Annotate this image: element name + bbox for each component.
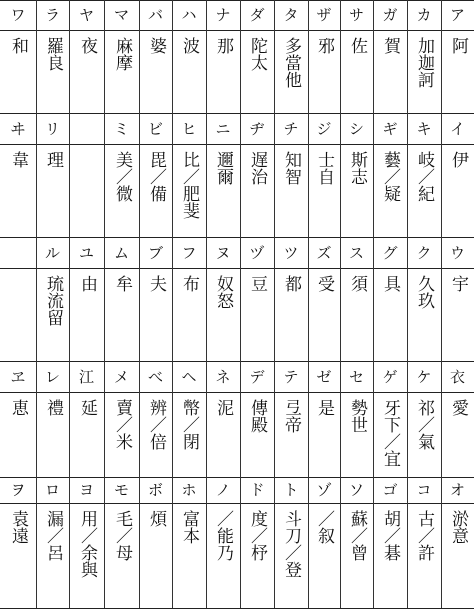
kana-header-cell: ハ xyxy=(181,6,197,24)
manyogana-cell: 布 xyxy=(179,275,199,292)
kana-header-cell: レ xyxy=(44,368,60,386)
grid-vertical-rule xyxy=(274,0,275,608)
manyogana-cell: 夫 xyxy=(146,275,166,292)
kana-header-cell: フ xyxy=(181,244,197,262)
manyogana-cell: 勢世 xyxy=(347,399,367,433)
grid-vertical-rule xyxy=(139,0,140,608)
kana-header-cell: ヲ xyxy=(10,481,26,499)
manyogana-cell: 泥 xyxy=(213,399,233,416)
grid-horizontal-rule xyxy=(0,0,474,1)
manyogana-cell: 須 xyxy=(347,275,367,292)
kana-header-cell: ゼ xyxy=(316,368,332,386)
kana-header-cell: 衣 xyxy=(449,368,465,386)
kana-header-cell: ト xyxy=(283,481,299,499)
grid-vertical-rule xyxy=(36,0,37,608)
kana-header-cell: チ xyxy=(283,120,299,138)
manyogana-cell: 麻摩 xyxy=(112,37,132,71)
kana-header-cell: ノ xyxy=(215,481,231,499)
kana-header-cell: ソ xyxy=(348,481,364,499)
kana-header-cell: オ xyxy=(449,481,465,499)
grid-vertical-rule xyxy=(104,0,105,608)
manyogana-cell: 藝／疑 xyxy=(380,151,400,202)
kana-header-cell: ケ xyxy=(416,368,432,386)
manyogana-cell: 賀 xyxy=(380,37,400,54)
kana-header-cell: ギ xyxy=(382,120,398,138)
kana-header-cell: メ xyxy=(113,368,129,386)
kana-header-cell: コ xyxy=(416,481,432,499)
grid-horizontal-rule xyxy=(0,144,474,145)
manyogana-cell: 知智 xyxy=(281,151,301,185)
manyogana-cell: ／叙 xyxy=(314,510,334,544)
kana-header-cell: ヌ xyxy=(215,244,231,262)
grid-horizontal-rule xyxy=(0,30,474,31)
kana-header-cell: ク xyxy=(416,244,432,262)
grid-horizontal-rule xyxy=(0,113,474,114)
manyogana-cell: 恵 xyxy=(8,399,28,416)
manyogana-cell: 琉流留 xyxy=(43,275,63,326)
kana-header-cell: ツ xyxy=(283,244,299,262)
kana-header-cell: ル xyxy=(44,244,60,262)
kana-header-cell: ヱ xyxy=(10,368,26,386)
grid-horizontal-rule xyxy=(0,477,474,478)
manyogana-cell: 禮 xyxy=(43,399,63,416)
manyogana-cell: 韋 xyxy=(8,151,28,168)
manyogana-cell: 賣／米 xyxy=(112,399,132,450)
manyogana-cell: 比／肥斐 xyxy=(179,151,199,219)
kana-header-cell: ヨ xyxy=(78,481,94,499)
kana-header-cell: ナ xyxy=(215,6,231,24)
manyogana-cell: 都 xyxy=(281,275,301,292)
kana-header-cell: リ xyxy=(44,120,60,138)
manyogana-cell: 斗刀／登 xyxy=(281,510,301,578)
manyogana-cell: 伊 xyxy=(448,151,468,168)
kana-header-cell: ズ xyxy=(316,244,332,262)
kana-header-cell: ガ xyxy=(382,6,398,24)
kana-header-cell: ヅ xyxy=(249,244,265,262)
manyogana-cell: 受 xyxy=(314,275,334,292)
kana-header-cell: セ xyxy=(348,368,364,386)
manyogana-cell: 邪 xyxy=(314,37,334,54)
kana-header-cell: マ xyxy=(113,6,129,24)
kana-header-cell: ミ xyxy=(113,120,129,138)
manyogana-cell: 弖帝 xyxy=(281,399,301,433)
manyogana-cell: 祁／氣 xyxy=(414,399,434,450)
manyogana-cell: 袁遠 xyxy=(8,510,28,544)
kana-header-cell: 江 xyxy=(78,368,94,386)
kana-header-cell: ゴ xyxy=(382,481,398,499)
kana-header-cell: ド xyxy=(249,481,265,499)
manyogana-cell: 具 xyxy=(380,275,400,292)
kana-header-cell: ヰ xyxy=(10,120,26,138)
manyogana-cell: 理 xyxy=(43,151,63,168)
grid-vertical-rule xyxy=(172,0,173,608)
manyogana-cell: 婆 xyxy=(146,37,166,54)
manyogana-cell: 陀太 xyxy=(247,37,267,71)
kana-header-cell: ワ xyxy=(10,6,26,24)
manyogana-cell: 傳殿 xyxy=(247,399,267,433)
kana-header-cell: べ xyxy=(147,368,163,386)
kana-header-cell: ボ xyxy=(147,481,163,499)
grid-vertical-rule xyxy=(407,0,408,608)
manyogana-cell: 延 xyxy=(77,399,97,416)
manyogana-cell: 多當他 xyxy=(281,37,301,88)
kana-header-cell: ヂ xyxy=(249,120,265,138)
kana-header-cell: ダ xyxy=(249,6,265,24)
grid-horizontal-rule xyxy=(0,503,474,504)
manyogana-cell: 遅治 xyxy=(247,151,267,185)
kana-header-cell: ロ xyxy=(44,481,60,499)
manyogana-cell: 岐／紀 xyxy=(414,151,434,202)
kana-header-cell: ア xyxy=(449,6,465,24)
manyogana-cell: 是 xyxy=(314,399,334,416)
kana-header-cell: ザ xyxy=(316,6,332,24)
grid-horizontal-rule xyxy=(0,268,474,269)
manyogana-cell: 佐 xyxy=(347,37,367,54)
kana-header-cell: ラ xyxy=(44,6,60,24)
manyogana-cell: 蘇／曾 xyxy=(347,510,367,561)
kana-header-cell: シ xyxy=(348,120,364,138)
manyogana-cell: 奴怒 xyxy=(213,275,233,309)
kana-header-cell: ウ xyxy=(449,244,465,262)
kana-header-cell: バ xyxy=(147,6,163,24)
grid-vertical-rule xyxy=(69,0,70,608)
manyogana-cell: 和 xyxy=(8,37,28,54)
kana-header-cell: ス xyxy=(348,244,364,262)
manyogana-cell: 加迦訶 xyxy=(414,37,434,88)
kana-header-cell: ネ xyxy=(215,368,231,386)
kana-header-cell: モ xyxy=(113,481,129,499)
manyogana-cell: 富本 xyxy=(179,510,199,544)
kana-header-cell: グ xyxy=(382,244,398,262)
grid-horizontal-rule xyxy=(0,237,474,238)
kana-header-cell: ヘ xyxy=(181,368,197,386)
manyogana-cell: 士自 xyxy=(314,151,334,185)
grid-vertical-rule xyxy=(240,0,241,608)
manyogana-cell: 度／杼 xyxy=(247,510,267,561)
manyogana-cell: 美／微 xyxy=(112,151,132,202)
kana-header-cell: ヒ xyxy=(181,120,197,138)
manyogana-cell: 煩 xyxy=(146,510,166,527)
manyogana-cell: 牟 xyxy=(112,275,132,292)
grid-vertical-rule xyxy=(340,0,341,608)
kana-header-cell: デ xyxy=(249,368,265,386)
manyogana-cell: 阿 xyxy=(448,37,468,54)
kana-header-cell: テ xyxy=(283,368,299,386)
manyogana-cell: 毘／備 xyxy=(146,151,166,202)
kana-header-cell: ゲ xyxy=(382,368,398,386)
manyogana-cell: ／能乃 xyxy=(213,510,233,561)
manyogana-cell: 羅良 xyxy=(43,37,63,71)
kana-header-cell: ム xyxy=(113,244,129,262)
grid-vertical-rule xyxy=(441,0,442,608)
grid-horizontal-rule xyxy=(0,392,474,393)
manyogana-cell: 那 xyxy=(213,37,233,54)
grid-horizontal-rule xyxy=(0,361,474,362)
manyogana-cell: 古／許 xyxy=(414,510,434,561)
kana-header-cell: イ xyxy=(449,120,465,138)
manyogana-cell: 斯志 xyxy=(347,151,367,185)
manyogana-cell: 由 xyxy=(77,275,97,292)
manyogana-cell: 愛 xyxy=(448,399,468,416)
manyogana-cell: 豆 xyxy=(247,275,267,292)
kana-header-cell: タ xyxy=(283,6,299,24)
kana-header-cell: ホ xyxy=(181,481,197,499)
grid-vertical-rule xyxy=(308,0,309,608)
manyogana-cell: 胡／碁 xyxy=(380,510,400,561)
manyogana-cell: 漏／呂 xyxy=(43,510,63,561)
kana-header-cell: ビ xyxy=(147,120,163,138)
manyogana-cell: 宇 xyxy=(448,275,468,292)
manyogana-cell: 邇爾 xyxy=(213,151,233,185)
kana-header-cell: キ xyxy=(416,120,432,138)
kana-header-cell: ゾ xyxy=(316,481,332,499)
kana-header-cell: ヤ xyxy=(78,6,94,24)
kana-header-cell: ユ xyxy=(78,244,94,262)
manyogana-cell: 用／余與 xyxy=(77,510,97,578)
manyogana-cell: 毛／母 xyxy=(112,510,132,561)
manyogana-cell: 牙下／宜 xyxy=(380,399,400,467)
manyogana-cell: 夜 xyxy=(77,37,97,54)
manyogana-cell: 淤意 xyxy=(448,510,468,544)
kana-header-cell: ブ xyxy=(147,244,163,262)
manyogana-cell: 久玖 xyxy=(414,275,434,309)
manyogana-cell: 幣／閉 xyxy=(179,399,199,450)
kana-header-cell: ニ xyxy=(215,120,231,138)
kana-header-cell: カ xyxy=(416,6,432,24)
grid-vertical-rule xyxy=(206,0,207,608)
manyogana-cell: 辨／倍 xyxy=(146,399,166,450)
kana-header-cell: サ xyxy=(348,6,364,24)
grid-vertical-rule xyxy=(373,0,374,608)
manyogana-cell: 波 xyxy=(179,37,199,54)
kana-header-cell: ジ xyxy=(316,120,332,138)
